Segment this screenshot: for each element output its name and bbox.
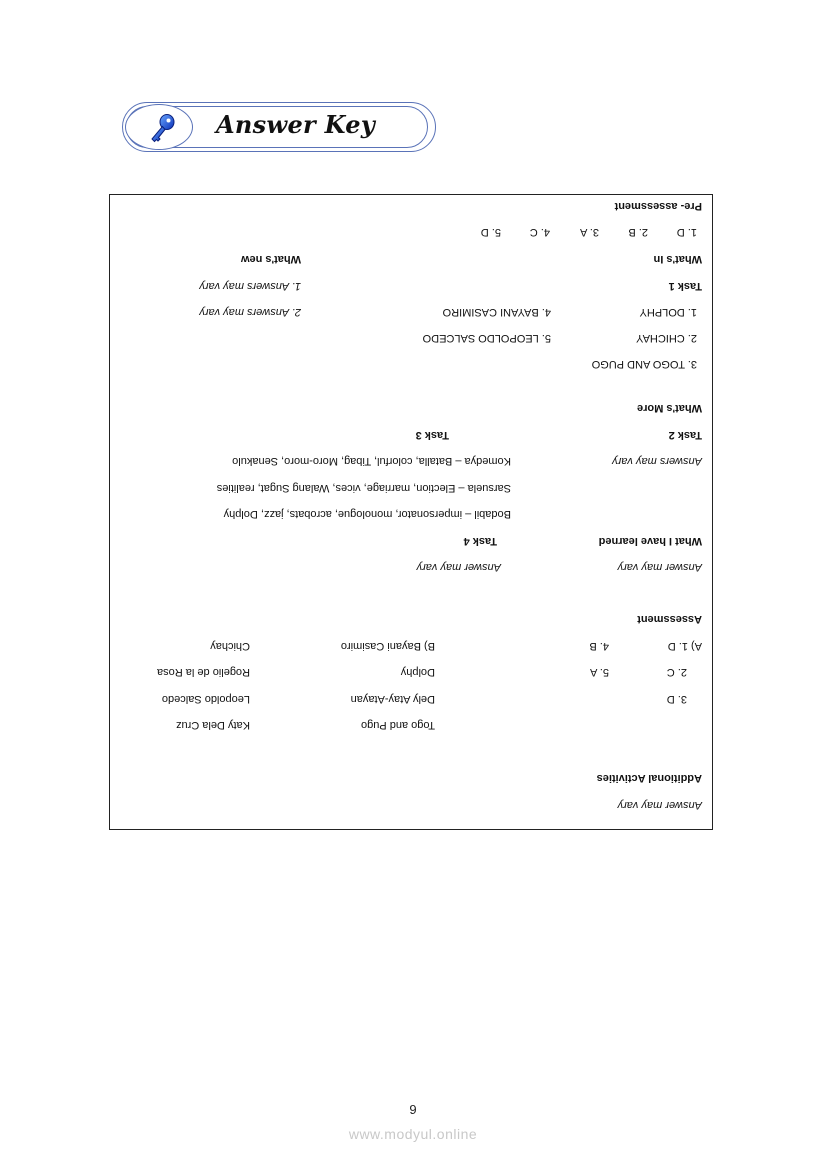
pre-assessment-heading: Pre- assessment [614,200,702,212]
assessment-answer: 2. C [666,666,687,678]
key-icon [146,113,178,145]
whats-more-heading: What's More [637,402,702,414]
additional-activities-heading: Additional Activities [596,772,702,784]
assessment-answer: 5. A [590,666,609,678]
whats-in-heading: What's In [653,253,702,265]
additional-activities-answer: Answer may vary [617,799,702,811]
pre-assessment-answer: 3. A [580,226,599,238]
task1-answer: 4. BAYANI CASIMIRO [442,306,551,318]
pre-assessment-answer: 4. C [529,226,550,238]
task1-answer: 5. LEOPOLDO SALCEDO [422,332,551,344]
assessment-answer: 4. B [589,640,609,652]
task3-line: Bodabil – impersonator, monologue, acrobats, jazz, Dolphy [223,508,511,520]
task1-answer: 3. TOGO AND PUGO [591,358,697,370]
pre-assessment-answer: 1. D [676,226,697,238]
assessment-answer: 3. D [666,693,687,705]
pre-assessment-answer: 2. B [628,226,648,238]
assessment-answer: Rogelio de la Rosa [157,666,250,678]
assessment-answer: Katy Dela Cruz [176,719,250,731]
assessment-answer: Chichay [210,640,250,652]
whats-new-heading: What's new [240,253,301,265]
watermark: www.modyul.online [348,1126,478,1142]
assessment-answer: B) Bayani Casimiro [340,640,435,652]
assessment-answer: Dely Atay-Atayan [350,693,435,705]
task3-line: Sarsuela – Election, marriage, vices, Walang Sugat, realities [216,482,511,494]
assessment-answer: Leopoldo Salcedo [161,693,250,705]
task3-heading: Task 3 [415,429,449,441]
what-i-have-learned-answer: Answer may vary [617,561,702,573]
key-icon-badge [125,104,193,150]
task1-answer: 2. CHICHAY [636,332,697,344]
assessment-answer: Dolphy [400,666,435,678]
task1-heading: Task 1 [668,280,702,292]
task2-answer: Answers may vary [612,455,702,467]
assessment-answer: Togo and Pugo [360,719,435,731]
task2-heading: Task 2 [668,429,702,441]
task1-answer: 1. DOLPHY [639,306,697,318]
assessment-heading: Assessment [637,613,702,625]
task1-answer: 1. Answers may vary [199,280,301,292]
answer-key-banner [122,102,436,152]
answer-key-content-rotated [110,195,711,828]
page-title: Answer Key [216,110,376,139]
task3-line: Komedya – Batalla, colorful, Tibag, Moro-moro, Senakulo [232,455,511,467]
task4-heading: Task 4 [463,535,497,547]
what-i-have-learned-heading: What I have learned [598,535,702,547]
task1-answer: 2. Answers may vary [199,306,301,318]
assessment-answer: A) 1. D [667,640,702,652]
task4-answer: Answer may vary [416,561,501,573]
pre-assessment-answer: 5. D [480,226,501,238]
answer-key-box [109,194,713,830]
page-number: 9 [409,1102,417,1117]
